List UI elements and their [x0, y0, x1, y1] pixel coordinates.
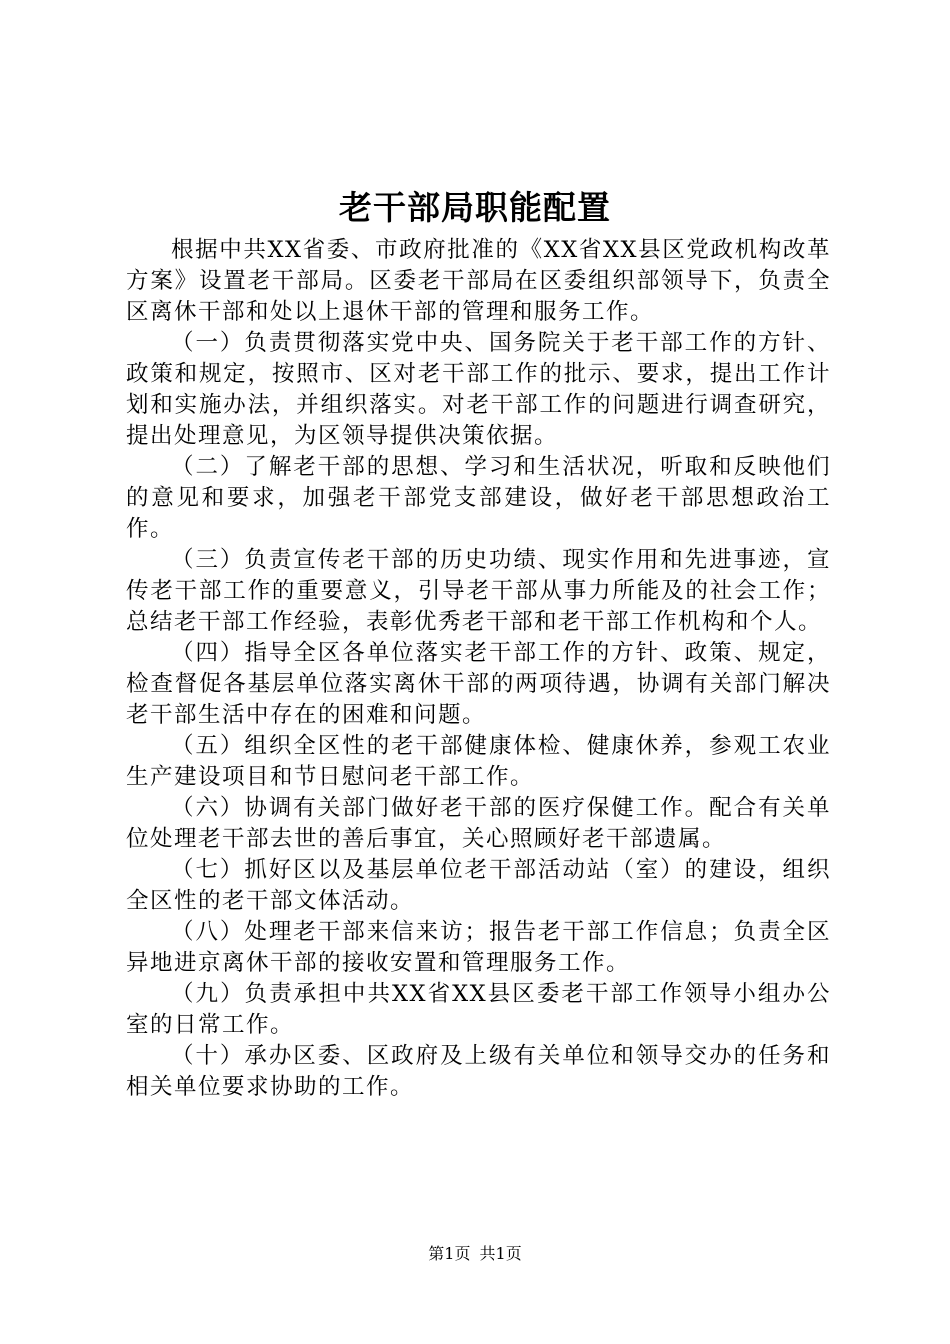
document-title: 老干部局职能配置 — [339, 188, 611, 227]
paragraph-item-5: （五）组织全区性的老干部健康体检、健康休养，参观工农业生产建设项目和节日慰问老干部工作。 — [126, 733, 831, 790]
page-total: 共1页 — [479, 1244, 522, 1263]
paragraph-item-9: （九）负责承担中共XX省XX县区委老干部工作领导小组办公室的日常工作。 — [126, 981, 831, 1038]
page-number: 第1页 — [428, 1244, 471, 1263]
paragraph-item-8: （八）处理老干部来信来访；报告老干部工作信息；负责全区异地进京离休干部的接收安置和管理服务工作。 — [126, 919, 831, 976]
paragraph-intro: 根据中共XX省委、市政府批准的《XX省XX县区党政机构改革方案》设置老干部局。区委老干部局在区委组织部领导下，负责全区离休干部和处以上退休干部的管理和服务工作。 — [126, 237, 831, 325]
paragraph-item-4: （四）指导全区各单位落实老干部工作的方针、政策、规定，检查督促各基层单位落实离休干部的两项待遇，协调有关部门解决老干部生活中存在的困难和问题。 — [126, 640, 831, 728]
paragraph-item-1: （一）负责贯彻落实党中央、国务院关于老干部工作的方针、政策和规定，按照市、区对老干部工作的批示、要求，提出工作计划和实施办法，并组织落实。对老干部工作的问题进行调查研究，提出处理意见，为区领导提供决策依据。 — [126, 330, 831, 449]
paragraph-item-6: （六）协调有关部门做好老干部的医疗保健工作。配合有关单位处理老干部去世的善后事宜，关心照顾好老干部遗属。 — [126, 795, 831, 852]
page-footer — [0, 1244, 950, 1264]
paragraph-item-3: （三）负责宣传老干部的历史功绩、现实作用和先进事迹，宣传老干部工作的重要意义，引导老干部从事力所能及的社会工作；总结老干部工作经验，表彰优秀老干部和老干部工作机构和个人。 — [126, 547, 831, 635]
paragraph-item-7: （七）抓好区以及基层单位老干部活动站（室）的建设，组织全区性的老干部文体活动。 — [126, 857, 831, 914]
document-body — [126, 235, 831, 1103]
paragraph-item-2: （二）了解老干部的思想、学习和生活状况，听取和反映他们的意见和要求，加强老干部党支部建设，做好老干部思想政治工作。 — [126, 454, 831, 542]
paragraph-item-10: （十）承办区委、区政府及上级有关单位和领导交办的任务和相关单位要求协助的工作。 — [126, 1043, 831, 1100]
